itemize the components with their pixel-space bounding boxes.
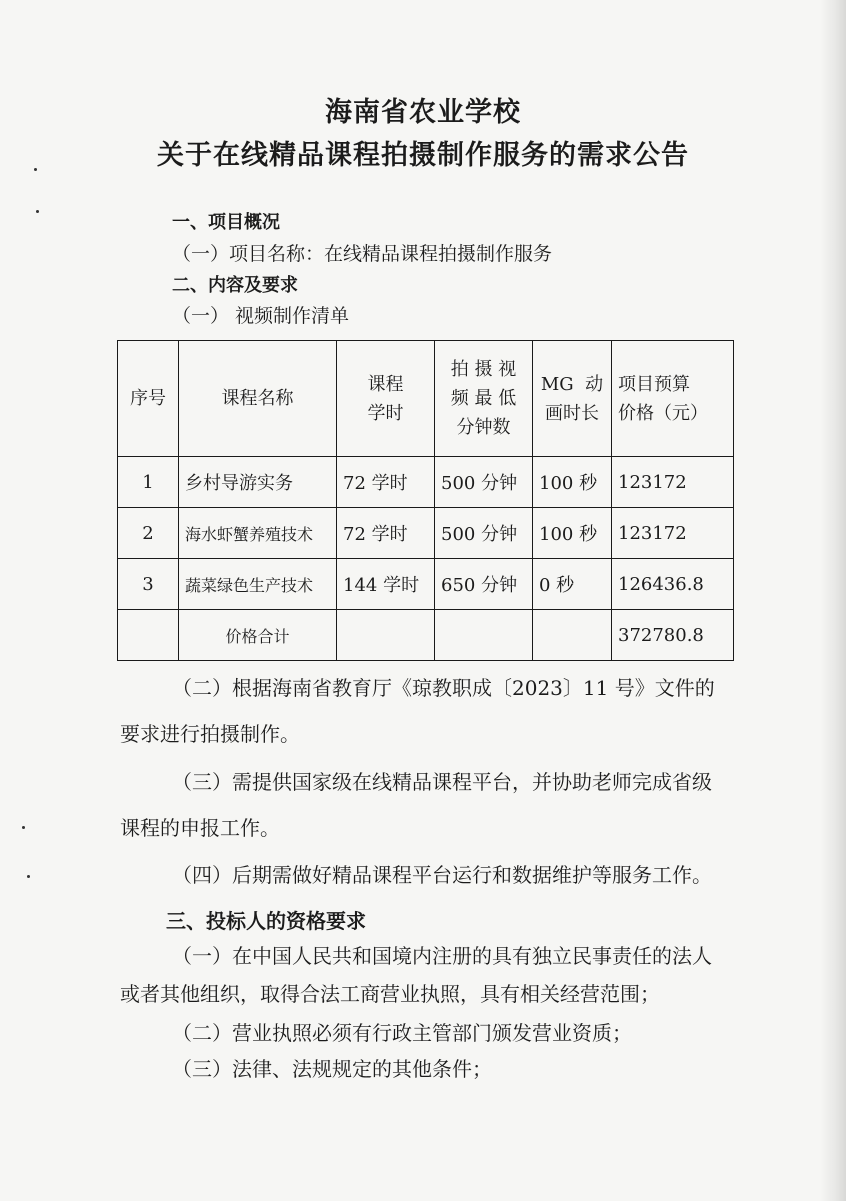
section3-item1-line2: 或者其他组织，取得合法工商营业执照，具有相关经营范围； <box>120 982 660 1006</box>
cell-course: 乡村导游实务 <box>179 457 337 508</box>
header-seq: 序号 <box>118 341 179 457</box>
section2-item4: （四）后期需做好精品课程平台运行和数据维护等服务工作。 <box>172 863 712 887</box>
page-edge-shadow <box>820 0 846 1201</box>
cell-hours: 144 学时 <box>337 559 435 610</box>
table-row <box>118 457 734 508</box>
scan-speck <box>36 210 39 213</box>
cell-mg: 100 秒 <box>533 508 612 559</box>
cell-minutes: 500 分钟 <box>435 457 533 508</box>
section3-heading: 三、投标人的资格要求 <box>166 909 366 933</box>
cell-course: 海水虾蟹养殖技术 <box>179 508 337 559</box>
section1-item1: （一）项目名称：在线精品课程拍摄制作服务 <box>172 243 553 265</box>
cell-seq: 3 <box>118 559 179 610</box>
total-label: 价格合计 <box>179 610 337 661</box>
section2-item3-line1: （三）需提供国家级在线精品课程平台，并协助老师完成省级 <box>172 770 712 794</box>
section3-item3: （三）法律、法规规定的其他条件； <box>172 1057 492 1081</box>
total-value: 372780.8 <box>612 610 734 661</box>
cell-course: 蔬菜绿色生产技术 <box>179 559 337 610</box>
cell-hours: 72 学时 <box>337 457 435 508</box>
cell-minutes: 500 分钟 <box>435 508 533 559</box>
cell-seq: 2 <box>118 508 179 559</box>
cell-empty <box>435 610 533 661</box>
section3-item2: （二）营业执照必须有行政主管部门颁发营业资质； <box>172 1021 632 1045</box>
video-production-table <box>117 340 734 661</box>
header-video-minutes: 拍 摄 视 频 最 低 分钟数 <box>435 341 533 457</box>
section2-item3-line2: 课程的申报工作。 <box>120 816 280 840</box>
header-mg-duration: MG 动 画时长 <box>533 341 612 457</box>
section2-item1: （一） 视频制作清单 <box>172 305 350 327</box>
cell-empty <box>118 610 179 661</box>
section2-heading: 二、内容及要求 <box>172 275 298 296</box>
cell-seq: 1 <box>118 457 179 508</box>
header-course-hours: 课程 学时 <box>337 341 435 457</box>
cell-hours: 72 学时 <box>337 508 435 559</box>
table-row <box>118 508 734 559</box>
cell-price: 123172 <box>612 508 734 559</box>
cell-price: 126436.8 <box>612 559 734 610</box>
document-title-line1: 海南省农业学校 <box>325 97 521 128</box>
table-header-row <box>118 341 734 457</box>
cell-mg: 0 秒 <box>533 559 612 610</box>
document-title-line2: 关于在线精品课程拍摄制作服务的需求公告 <box>157 140 689 171</box>
scan-speck <box>27 875 30 878</box>
scan-speck <box>22 826 25 829</box>
cell-price: 123172 <box>612 457 734 508</box>
cell-minutes: 650 分钟 <box>435 559 533 610</box>
table-total-row <box>118 610 734 661</box>
section3-item1-line1: （一）在中国人民共和国境内注册的具有独立民事责任的法人 <box>172 944 712 968</box>
cell-empty <box>533 610 612 661</box>
cell-empty <box>337 610 435 661</box>
header-course-name: 课程名称 <box>179 341 337 457</box>
cell-mg: 100 秒 <box>533 457 612 508</box>
section2-item2-line1: （二）根据海南省教育厅《琼教职成〔2023〕11 号》文件的 <box>172 676 715 700</box>
section1-heading: 一、项目概况 <box>172 212 280 233</box>
table-row <box>118 559 734 610</box>
section2-item2-line2: 要求进行拍摄制作。 <box>120 722 300 746</box>
header-budget: 项目预算 价格（元） <box>612 341 734 457</box>
